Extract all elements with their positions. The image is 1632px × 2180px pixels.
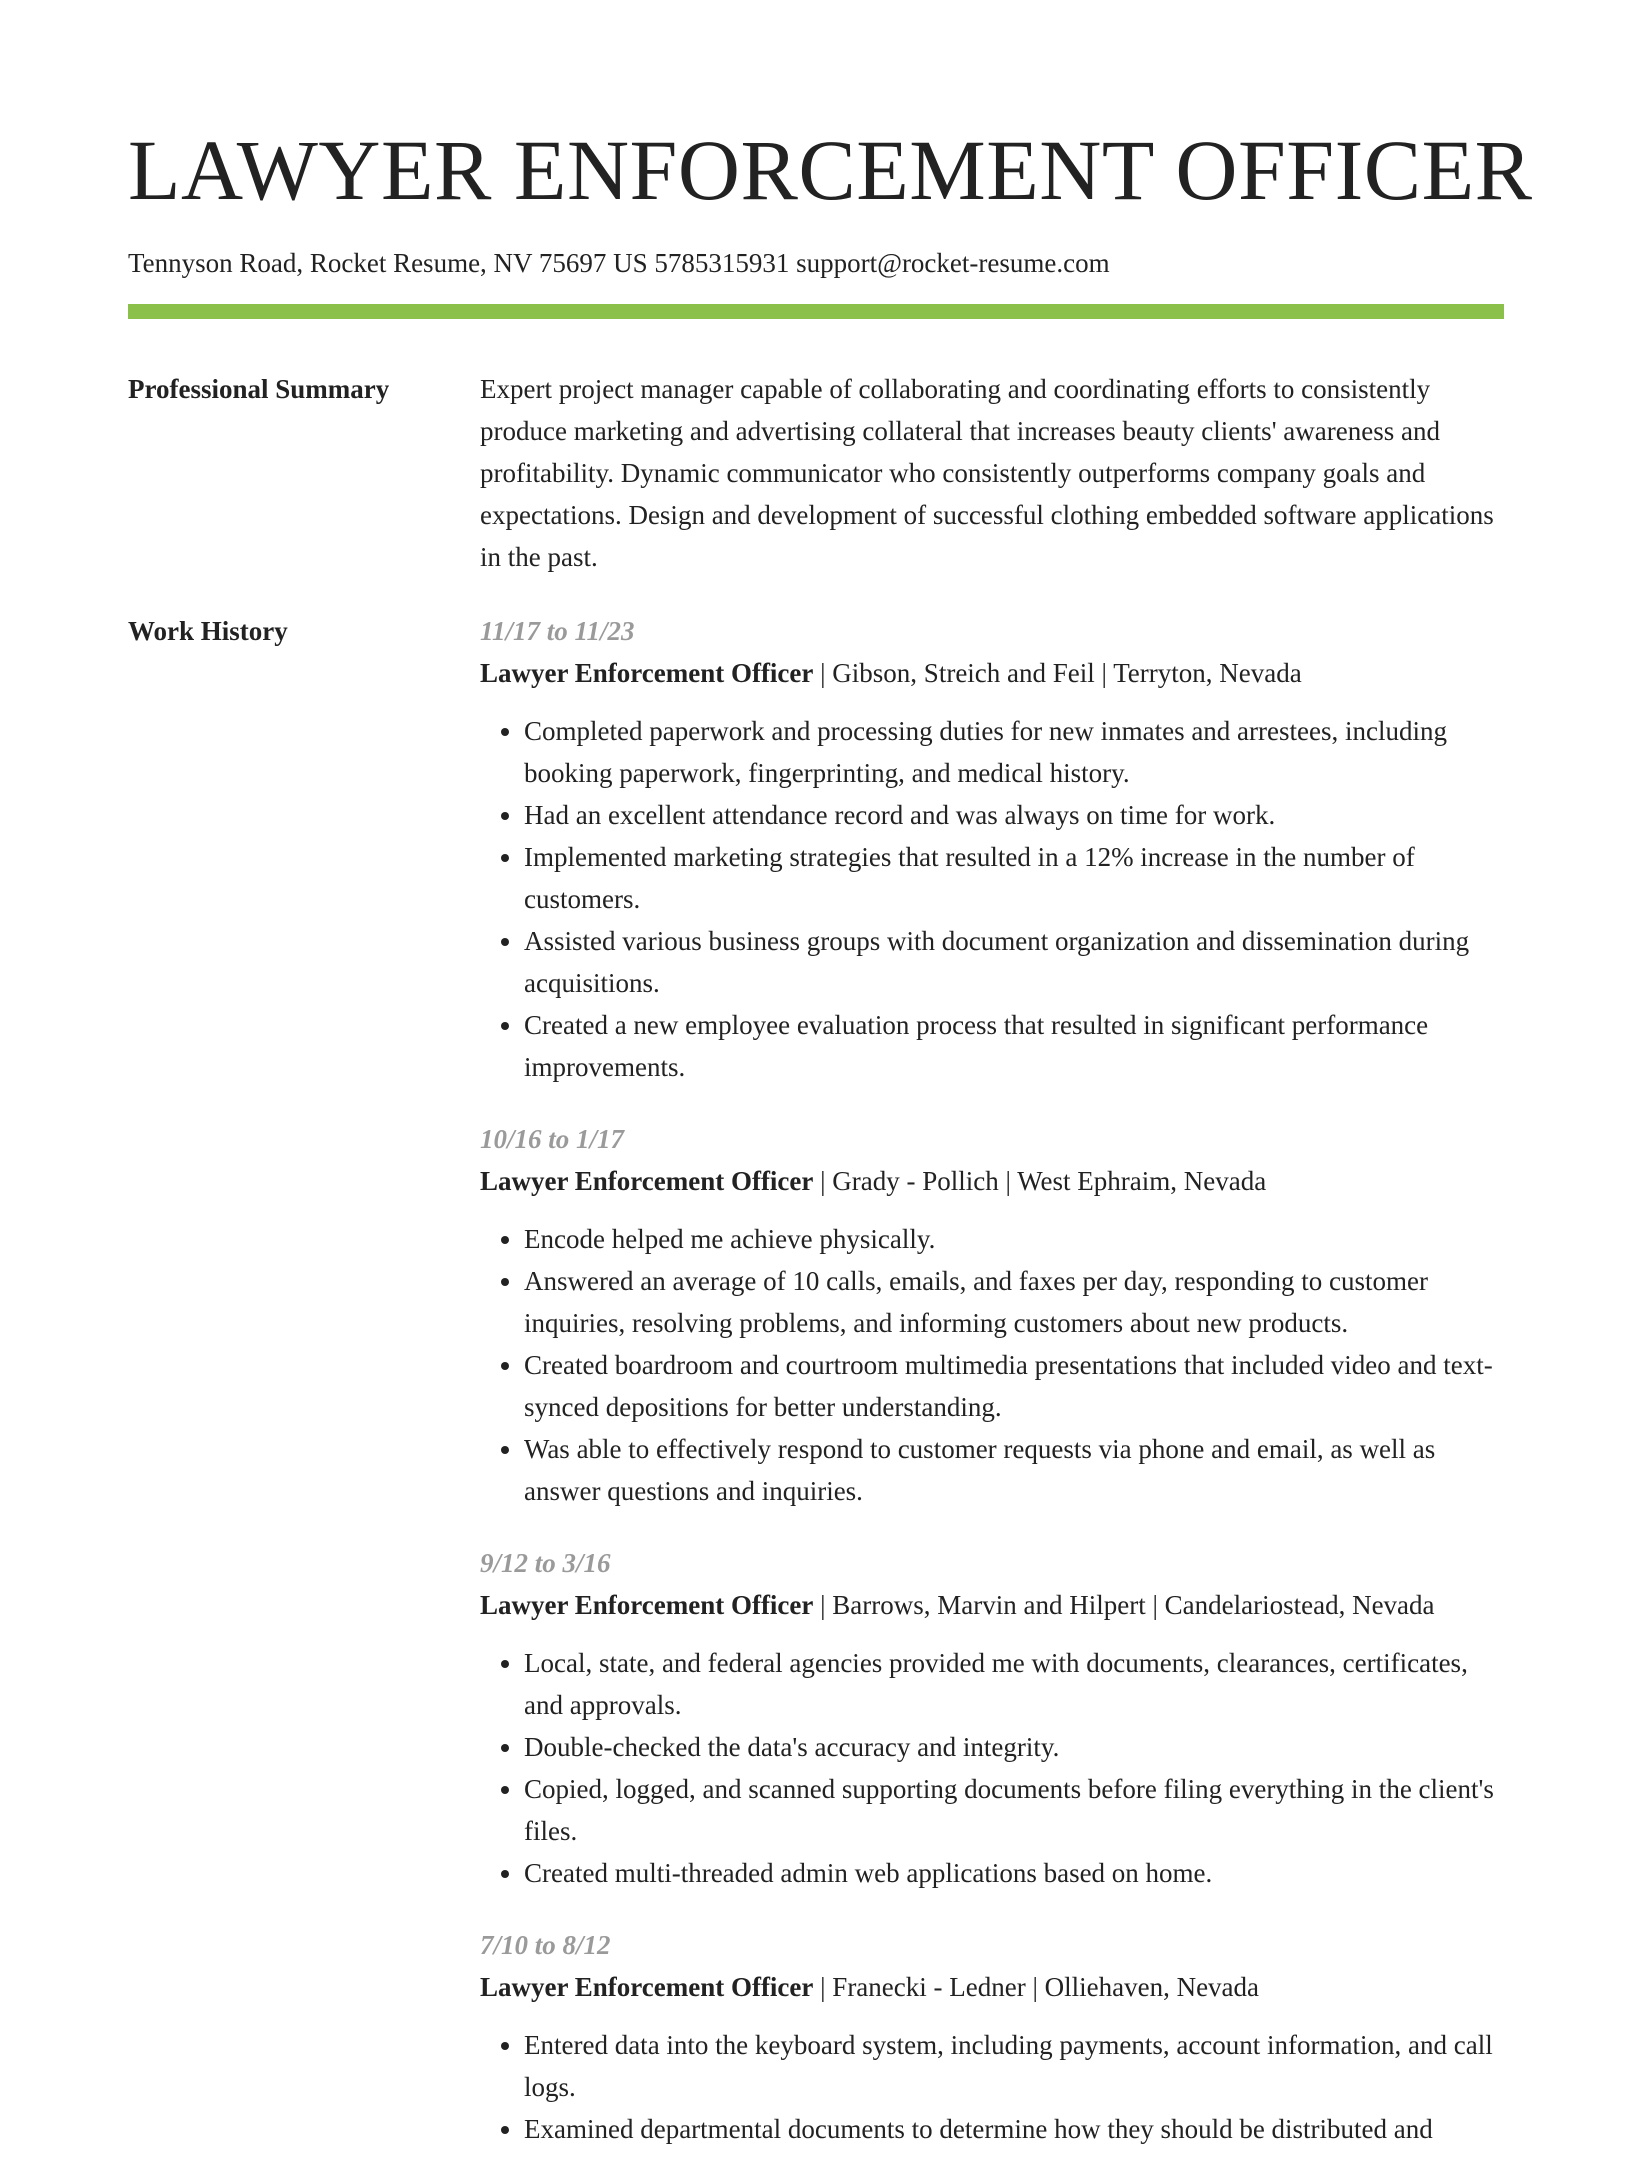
job-title: Lawyer Enforcement Officer — [480, 1166, 814, 1196]
job-separator: | — [813, 1972, 833, 2002]
job-bullet: • Encode helped me achieve physically. — [524, 1218, 1504, 1260]
contact-line: Tennyson Road, Rocket Resume, NV 75697 US 5785315931 support@rocket-resume.com — [128, 248, 1110, 278]
job-entry — [480, 1118, 1504, 1512]
job-company: Franecki - Ledner — [832, 1972, 1026, 2002]
job-bullet: • Examined departmental documents to determine how they should be distributed and — [524, 2108, 1504, 2150]
job-bullet: • Had an excellent attendance record and was always on time for work. — [524, 794, 1504, 836]
job-dates: 10/16 to 1/17 — [480, 1124, 625, 1154]
job-bullet: • Created multi-threaded admin web applications based on home. — [524, 1852, 1504, 1894]
job-bullet: • Implemented marketing strategies that resulted in a 12% increase in the number of customers. — [524, 836, 1504, 920]
job-bullet: • Created boardroom and courtroom multimedia presentations that included video and text-synced depositions for better understanding. — [524, 1344, 1504, 1428]
job-bullets — [480, 1218, 1504, 1512]
header-divider — [128, 304, 1504, 319]
job-dates: 9/12 to 3/16 — [480, 1548, 611, 1578]
job-location: Candelariostead, Nevada — [1164, 1590, 1435, 1620]
job-separator: | — [813, 1590, 833, 1620]
job-company: Gibson, Streich and Feil — [832, 658, 1095, 688]
job-bullets — [480, 1642, 1504, 1894]
job-location: West Ephraim, Nevada — [1017, 1166, 1267, 1196]
job-bullet: • Entered data into the keyboard system, including payments, account information, and call logs. — [524, 2024, 1504, 2108]
section-title-work-history: Work History — [128, 616, 288, 646]
job-separator: | — [813, 658, 833, 688]
job-title: Lawyer Enforcement Officer — [480, 1972, 814, 2002]
professional-summary-section — [128, 368, 1504, 578]
job-heading — [480, 652, 1504, 694]
summary-text: Expert project manager capable of collaborating and coordinating efforts to consistently produce marketing and advertising collateral that increases beauty clients' awareness and profitability. Dynamic communicator who consistently outperforms company goals and expectations. Design and development of successful clothing embedded software applications in the past. — [480, 374, 1494, 572]
job-bullet: • Assisted various business groups with document organization and dissemination during acquisitions. — [524, 920, 1504, 1004]
job-heading — [480, 1160, 1504, 1202]
job-entry — [480, 1542, 1504, 1894]
work-history-list — [480, 610, 1504, 2180]
job-bullet: • Was able to effectively respond to customer requests via phone and email, as well as answer questions and inquiries. — [524, 1428, 1504, 1512]
job-entry — [480, 1924, 1504, 2150]
job-dates: 11/17 to 11/23 — [480, 616, 635, 646]
job-separator: | — [998, 1166, 1018, 1196]
job-location: Terryton, Nevada — [1113, 658, 1302, 688]
job-title: Lawyer Enforcement Officer — [480, 1590, 814, 1620]
job-bullet: • Completed paperwork and processing duties for new inmates and arrestees, including booking paperwork, fingerprinting, and medical history. — [524, 710, 1504, 794]
job-location: Olliehaven, Nevada — [1044, 1972, 1260, 2002]
job-bullet: • Local, state, and federal agencies provided me with documents, clearances, certificates, and approvals. — [524, 1642, 1504, 1726]
job-bullet: • Answered an average of 10 calls, emails, and faxes per day, responding to customer inquiries, resolving problems, and informing customers about new products. — [524, 1260, 1504, 1344]
job-separator: | — [813, 1166, 833, 1196]
job-entry — [480, 610, 1504, 1088]
job-dates: 7/10 to 8/12 — [480, 1930, 611, 1960]
job-separator: | — [1145, 1590, 1165, 1620]
job-bullet: • Created a new employee evaluation process that resulted in significant performance improvements. — [524, 1004, 1504, 1088]
job-heading — [480, 1584, 1504, 1626]
resume-name: LAWYER ENFORCEMENT OFFICER — [128, 122, 1533, 218]
job-company: Barrows, Marvin and Hilpert — [832, 1590, 1146, 1620]
job-bullet: • Double-checked the data's accuracy and integrity. — [524, 1726, 1504, 1768]
job-bullets — [480, 2024, 1504, 2150]
job-separator: | — [1094, 658, 1114, 688]
job-title: Lawyer Enforcement Officer — [480, 658, 814, 688]
resume-page — [128, 0, 1533, 2180]
job-bullets — [480, 710, 1504, 1088]
job-company: Grady - Pollich — [832, 1166, 999, 1196]
work-history-section — [128, 610, 1504, 2180]
section-title-summary: Professional Summary — [128, 374, 390, 404]
job-separator: | — [1025, 1972, 1045, 2002]
job-heading — [480, 1966, 1504, 2008]
job-bullet: • Copied, logged, and scanned supporting documents before filing everything in the client's files. — [524, 1768, 1504, 1852]
